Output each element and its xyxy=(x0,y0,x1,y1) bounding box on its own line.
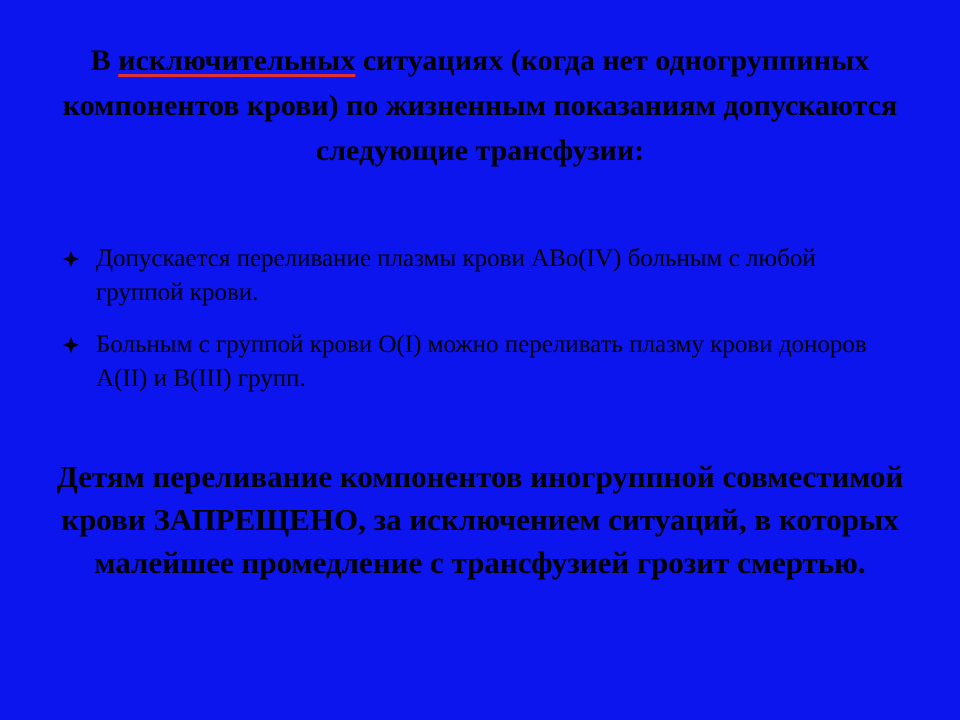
bullet-text: Допускается переливание плазмы крови АВо(IV) больным с любой группой крови. xyxy=(96,245,816,306)
title-text-before: В xyxy=(90,44,119,77)
title-underlined-word: исключительных xyxy=(118,44,356,77)
diamond-bullet-icon xyxy=(62,336,80,354)
title-text-after: ситуациях (когда нет одногруппиных компонентов крови) по жизненным показаниям допускаются следующие трансфузии: xyxy=(62,44,898,167)
bullet-list xyxy=(58,242,908,414)
bullet-text: Больным с группой крови О(I) можно переливать плазму крови доноров А(II) и В(III) групп. xyxy=(96,331,867,392)
diamond-bullet-icon xyxy=(62,250,80,268)
slide-title xyxy=(40,38,920,173)
bullet-item xyxy=(58,328,908,396)
conclusion-text: Детям переливание компонентов иногруппной совместимой крови ЗАПРЕЩЕНО, за исключением ситуаций, в которых малейшее промедление с трансфузией грозит смертью. xyxy=(56,459,904,580)
bullet-item xyxy=(58,242,908,310)
